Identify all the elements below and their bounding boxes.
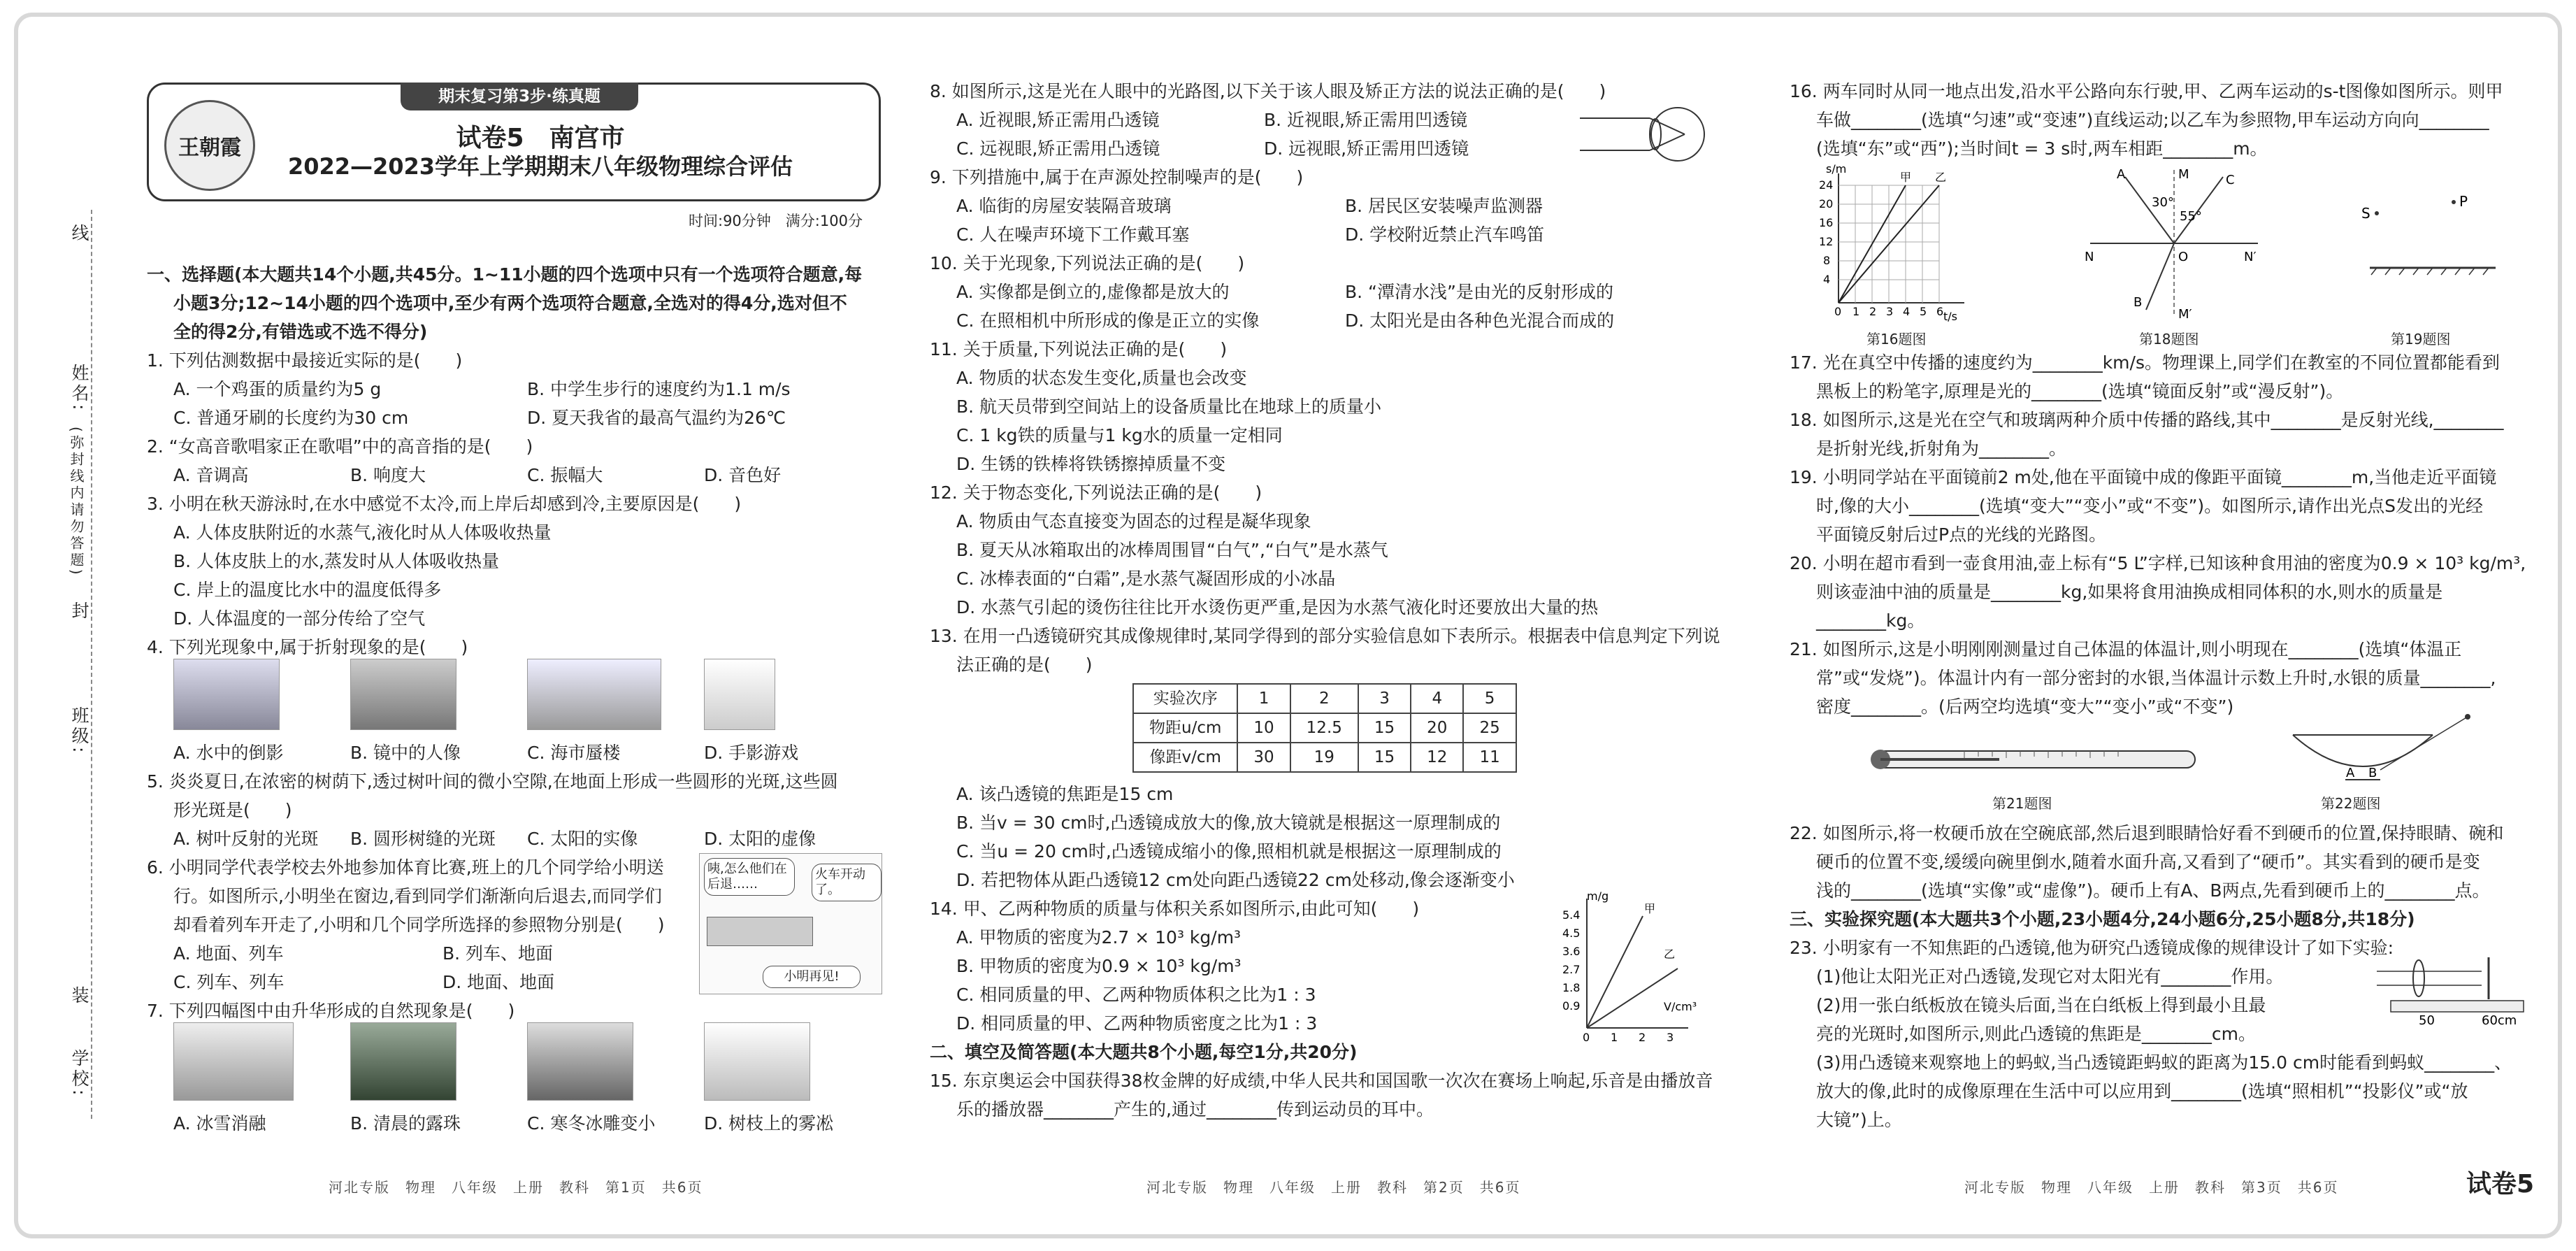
q7-option-a: A. 冰雪消融 xyxy=(173,1113,266,1134)
q8-option-b: B. 近视眼,矫正需用凹透镜 xyxy=(1264,110,1467,130)
q13-option-b: B. 当v = 30 cm时,凸透镜成放大的像,放大镜就是根据这一原理制成的 xyxy=(956,813,1501,833)
q16-xtick: 1 xyxy=(1852,305,1860,318)
q9-option-d: D. 学校附近禁止汽车鸣笛 xyxy=(1345,224,1545,245)
q16-xtick: 2 xyxy=(1869,305,1877,318)
name-label: 姓名: xyxy=(69,364,89,413)
table-cell: 3 xyxy=(1358,684,1411,713)
q16-ytick: 12 xyxy=(1819,235,1834,248)
q6-train-cartoon xyxy=(699,853,882,994)
table-cell: 1 xyxy=(1237,684,1290,713)
q16-graph-ylabel: s/m xyxy=(1826,163,1847,176)
q11-option-a: A. 物质的状态发生变化,质量也会改变 xyxy=(956,368,1247,388)
section-2-title: 二、填空及简答题(本大题共8个小题,每空1分,共20分) xyxy=(930,1042,1358,1062)
q3-option-c: C. 岸上的温度比水中的温度低得多 xyxy=(173,580,442,600)
q18-label: A xyxy=(2117,167,2126,182)
paper-subtitle: 2022—2023学年上学期期末八年级物理综合评估 xyxy=(287,153,793,180)
q7-rime-image xyxy=(704,1022,810,1101)
q19-label-p: P xyxy=(2459,193,2468,210)
q21-line-2: 常”或“发烧”)。体温计内有一部分密封的水银,当体温计示数上升时,水银的质量________, xyxy=(1816,668,2496,688)
q23-line-2: (1)他让太阳光正对凸透镜,发现它对太阳光有________作用。 xyxy=(1816,966,2284,987)
table-cell: 5 xyxy=(1463,684,1516,713)
q3-option-a: A. 人体皮肤附近的水蒸气,液化时从人体吸收热量 xyxy=(173,522,552,543)
section-1-instructions: 一、选择题(本大题共14个小题,共45分。1~11小题的四个选项中只有一个选项符合题意,每 xyxy=(147,264,863,285)
table-cell: 实验次序 xyxy=(1133,684,1237,713)
q7-option-c: C. 寒冬冰雕变小 xyxy=(527,1113,656,1134)
q4-mirror-image xyxy=(350,659,456,730)
q14-line-b xyxy=(1587,968,1678,1028)
q22-line-2: 硬币的位置不变,缓缓向碗里倒水,随着水面升高,又看到了“硬币”。其实看到的硬币是变 xyxy=(1816,852,2480,872)
q12-option-d: D. 水蒸气引起的烫伤往往比开水烫伤更严重,是因为水蒸气液化时还要放出大量的热 xyxy=(956,597,1599,617)
q22-line-1: 22. 如图所示,将一枚硬币放在空碗底部,然后退到眼睛恰好看不到硬币的位置,保持眼睛、碗和 xyxy=(1790,823,2504,843)
q9-option-a: A. 临街的房屋安装隔音玻璃 xyxy=(956,196,1172,216)
q20-line-2: 则该壶油中油的质量是________kg,如果将食用油换成相同体积的水,则水的质量是________kg。 xyxy=(1816,582,2443,631)
q8-eye-diagram xyxy=(1580,106,1720,163)
q6-stem-3: 却看着列车开走了,小明和几个同学所选择的参照物分别是( ) xyxy=(173,915,665,935)
q6-option-d: D. 地面、地面 xyxy=(442,972,555,992)
publisher-logo: 王朝霞 xyxy=(164,100,255,191)
q21-line-3: 密度________。(后两空均选填“变大”“变小”或“不变”) xyxy=(1816,696,2234,717)
column-1 xyxy=(147,260,881,1138)
q14-ytick: 5.4 xyxy=(1562,908,1581,922)
q6-option-a: A. 地面、列车 xyxy=(173,943,284,964)
table-cell: 30 xyxy=(1237,743,1290,772)
q14-mass-volume-graph xyxy=(1559,892,1699,1045)
q12-option-c: C. 冰棒表面的“白霜”,是水蒸气凝固形成的小冰晶 xyxy=(956,569,1336,589)
q15-line-1: 15. 东京奥运会中国获得38枚金牌的好成绩,中华人民共和国国歌一次次在赛场上响起,乐音是由播放音 xyxy=(930,1071,1713,1091)
q14-option-d: D. 相同质量的甲、乙两种物质密度之比为1 : 3 xyxy=(956,1013,1318,1034)
q22-line-3: 浅的________(选填“实像”或“虚像”)。硬币上有A、B两点,先看到硬币上的________点。 xyxy=(1816,880,2490,901)
q16-xtick: 6 xyxy=(1936,305,1944,318)
q10-option-b: B. “潭清水浅”是由光的反射形成的 xyxy=(1345,282,1613,302)
q18-label: M′ xyxy=(2178,307,2192,322)
table-cell: 20 xyxy=(1411,713,1463,743)
table-cell: 12 xyxy=(1411,743,1463,772)
q6-bubble-3: 小明再见! xyxy=(763,966,861,988)
q14-ytick: 4.5 xyxy=(1562,927,1581,940)
q5-stem-2: 形光斑是( ) xyxy=(173,800,292,820)
q16-xtick: 5 xyxy=(1920,305,1927,318)
q16-xtick: 4 xyxy=(1903,305,1911,318)
q7-option-b: B. 清晨的露珠 xyxy=(350,1113,461,1134)
school-label: 学校: xyxy=(69,1049,89,1099)
q7-snow-image xyxy=(173,1022,294,1101)
q9-option-b: B. 居民区安装噪声监测器 xyxy=(1345,196,1544,216)
section-1-instructions-2: 小题3分;12~14小题的四个选项中,至少有两个选项符合题意,全选对的得4分,选对但不 xyxy=(173,293,847,313)
q18-label: O xyxy=(2178,250,2189,264)
q23-tick-50: 50 xyxy=(2419,1013,2435,1027)
q8-option-d: D. 远视眼,矫正需用凹透镜 xyxy=(1264,138,1469,159)
q13-stem-2: 法正确的是( ) xyxy=(956,655,1093,675)
section-1-instructions-3: 全的得2分,有错选或不选不得分) xyxy=(173,322,428,342)
figures-21-22 xyxy=(1790,721,2538,819)
q1-option-d: D. 夏天我省的最高气温约为26℃ xyxy=(527,408,786,428)
q13-option-d: D. 若把物体从距凸透镜12 cm处向距凸透镜22 cm处移动,像会逐渐变小 xyxy=(956,870,1515,890)
q14-xtick: 2 xyxy=(1639,1031,1646,1044)
q16-ytick: 8 xyxy=(1823,254,1831,267)
figures-16-18-19 xyxy=(1790,163,2538,348)
q14-graph-ylabel: m/g xyxy=(1587,892,1609,903)
q16-line-2: 车做________(选填“匀速”或“变速”)直线运动;以乙车为参照物,甲车运动方向向________ xyxy=(1816,110,2489,130)
q16-ytick: 24 xyxy=(1819,178,1834,192)
q18-label: B xyxy=(2134,295,2143,310)
q18-label: M xyxy=(2178,167,2189,182)
q2-option-b: B. 响度大 xyxy=(350,465,426,485)
q7-ice-sculpture-image xyxy=(527,1022,633,1101)
q14-ytick: 1.8 xyxy=(1562,981,1581,994)
q13-option-c: C. 当u = 20 cm时,凸透镜成缩小的像,照相机就是根据这一原理制成的 xyxy=(956,841,1502,862)
q14-stem: 14. 甲、乙两种物质的质量与体积关系如图所示,由此可知( ) xyxy=(930,899,1420,919)
q14-ytick: 2.7 xyxy=(1562,963,1581,976)
q13-option-a: A. 该凸透镜的焦距是15 cm xyxy=(956,784,1174,804)
q14-option-b: B. 甲物质的密度为0.9 × 10³ kg/m³ xyxy=(956,956,1242,976)
q21-thermometer xyxy=(1859,738,2209,780)
q16-label-a: 甲 xyxy=(1900,171,1912,184)
q15-line-2: 乐的播放器________产生的,通过________传到运动员的耳中。 xyxy=(956,1099,1434,1120)
q8-stem: 8. 如图所示,这是光在人眼中的光路图,以下关于该人眼及矫正方法的说法正确的是( ) xyxy=(930,81,1606,101)
seal-mark: 封 xyxy=(69,601,89,622)
column-2 xyxy=(930,77,1734,1124)
q14-xtick: 1 xyxy=(1611,1031,1618,1044)
q18-caption: 第18题图 xyxy=(2139,331,2199,348)
q10-stem: 10. 关于光现象,下列说法正确的是( ) xyxy=(930,253,1245,273)
table-cell: 12.5 xyxy=(1290,713,1358,743)
table-row xyxy=(1133,743,1516,772)
q14-xtick: 3 xyxy=(1667,1031,1674,1044)
paper-title: 试卷5 南宫市 xyxy=(456,124,625,152)
q14-option-c: C. 相同质量的甲、乙两种物质体积之比为1 : 3 xyxy=(956,985,1316,1005)
q18-line-1: 18. 如图所示,这是光在空气和玻璃两种介质中传播的路线,其中________是反射光线,________ xyxy=(1790,410,2504,430)
q11-option-c: C. 1 kg铁的质量与1 kg水的质量一定相同 xyxy=(956,425,1283,445)
q2-option-c: C. 振幅大 xyxy=(527,465,603,485)
table-row xyxy=(1133,684,1516,713)
q1-option-a: A. 一个鸡蛋的质量约为5 g xyxy=(173,379,382,399)
q21-line-1: 21. 如图所示,这是小明刚刚测量过自己体温的体温计,则小明现在________(选填“体温正 xyxy=(1790,639,2462,659)
q9-option-c: C. 人在噪声环境下工作戴耳塞 xyxy=(956,224,1190,245)
q6-bubble-1: 咦,怎么他们在后退…… xyxy=(704,858,795,896)
q19-line-2: 时,像的大小________(选填“变大”“变小”或“不变”)。如图所示,请作出光点S发出的光经 xyxy=(1816,496,2483,516)
q6-bubble-2: 火车开动了。 xyxy=(812,864,882,901)
q21-caption: 第21题图 xyxy=(1992,795,2052,812)
q5-option-b: B. 圆形树缝的光斑 xyxy=(350,829,496,849)
footer-page-2: 河北专版 物理 八年级 上册 教科 第2页 共6页 xyxy=(1146,1179,1521,1196)
q10-option-a: A. 实像都是倒立的,虚像都是放大的 xyxy=(956,282,1230,302)
q4-stem: 4. 下列光现象中,属于折射现象的是( ) xyxy=(147,637,468,657)
q11-option-d: D. 生锈的铁棒将铁锈擦掉质量不变 xyxy=(956,454,1226,474)
table-cell: 15 xyxy=(1358,743,1411,772)
q19-caption: 第19题图 xyxy=(2391,331,2451,348)
q8-option-a: A. 近视眼,矫正需用凸透镜 xyxy=(956,110,1160,130)
q23-tick-60: 60cm xyxy=(2482,1013,2517,1027)
q3-stem: 3. 小明在秋天游泳时,在水中感觉不太冷,而上岸后却感到冷,主要原因是( ) xyxy=(147,494,742,514)
q11-stem: 11. 关于质量,下列说法正确的是( ) xyxy=(930,339,1228,359)
q16-line-1: 16. 两车同时从同一地点出发,沿水平公路向东行驶,甲、乙两车运动的s-t图像如图所示。则甲 xyxy=(1790,81,2503,101)
q4-mirage-image xyxy=(527,659,661,730)
q16-graph-xlabel: t/s xyxy=(1943,310,1957,323)
table-cell: 25 xyxy=(1463,713,1516,743)
q16-ytick: 16 xyxy=(1819,216,1834,229)
q16-ytick: 4 xyxy=(1823,273,1831,286)
table-cell: 2 xyxy=(1290,684,1358,713)
q1-option-c: C. 普通牙刷的长度约为30 cm xyxy=(173,408,409,428)
q12-stem: 12. 关于物态变化,下列说法正确的是( ) xyxy=(930,482,1262,503)
q14-ytick: 3.6 xyxy=(1562,945,1581,958)
table-cell: 像距v/cm xyxy=(1133,743,1237,772)
q18-label: 55° xyxy=(2180,209,2202,224)
q18-refraction-diagram xyxy=(2083,163,2265,324)
q7-dew-image xyxy=(350,1022,456,1101)
class-label: 班级: xyxy=(69,706,89,756)
binding-mark: 装 xyxy=(69,986,89,1006)
column-3 xyxy=(1790,77,2538,1134)
q6-stem: 6. 小明同学代表学校去外地参加体育比赛,班上的几个同学给小明送 xyxy=(147,857,664,878)
q19-mirror-diagram xyxy=(2349,163,2510,324)
q5-option-c: C. 太阳的实像 xyxy=(527,829,638,849)
table-cell: 4 xyxy=(1411,684,1463,713)
q17-line-2: 黑板上的粉笔字,原理是光的________(选填“镜面反射”或“漫反射”)。 xyxy=(1816,381,2344,401)
q10-option-c: C. 在照相机中所形成的像是正立的实像 xyxy=(956,310,1260,331)
q5-option-d: D. 太阳的虚像 xyxy=(704,829,816,849)
table-cell: 19 xyxy=(1290,743,1358,772)
table-row xyxy=(1133,713,1516,743)
q12-option-b: B. 夏天从冰箱取出的冰棒周围冒“白气”,“白气”是水蒸气 xyxy=(956,540,1388,560)
q16-caption: 第16题图 xyxy=(1866,331,1927,348)
seal-line-mark: 线 xyxy=(69,224,89,244)
paper-number-badge: 试卷5 xyxy=(2466,1170,2534,1199)
q14-graph-xlabel: V/cm³ xyxy=(1664,1000,1697,1013)
section-3-title: 三、实验探究题(本大题共3个小题,23小题4分,24小题6分,25小题8分,共18分) xyxy=(1790,909,2415,929)
q23-line-6: 放大的像,此时的成像原理在生活中可以应用到________(选填“照相机”“投影仪”或“放 xyxy=(1816,1081,2468,1101)
q22-label-b: B xyxy=(2368,766,2377,780)
table-cell: 11 xyxy=(1463,743,1516,772)
paper-header xyxy=(147,83,881,201)
q23-lens-diagram xyxy=(2377,950,2531,1027)
q18-label: N′ xyxy=(2244,250,2257,264)
review-tag: 期末复习第3步·练真题 xyxy=(401,83,638,110)
q4-option-d: D. 手影游戏 xyxy=(704,743,799,763)
q14-ytick: 0.9 xyxy=(1562,999,1581,1013)
q16-label-b: 乙 xyxy=(1935,171,1947,184)
q22-bowl-diagram xyxy=(2279,714,2475,791)
q16-st-graph xyxy=(1811,163,1971,324)
table-cell: 15 xyxy=(1358,713,1411,743)
q17-line-1: 17. 光在真空中传播的速度约为________km/s。物理课上,同学们在教室的不同位置都能看到 xyxy=(1790,352,2500,373)
q1-stem: 1. 下列估测数据中最接近实际的是( ) xyxy=(147,350,463,371)
q6-train-icon xyxy=(707,917,813,946)
time-and-score: 时间:90分钟 满分:100分 xyxy=(689,213,863,229)
q14-option-a: A. 甲物质的密度为2.7 × 10³ kg/m³ xyxy=(956,927,1242,948)
q14-label-b: 乙 xyxy=(1664,948,1676,961)
q12-option-a: A. 物质由气态直接变为固态的过程是凝华现象 xyxy=(956,511,1311,531)
q14-line-a xyxy=(1587,916,1643,1028)
q4-shadow-image xyxy=(704,659,775,730)
q19-line-3: 平面镜反射后过P点的光线的光路图。 xyxy=(1816,524,2107,545)
q2-option-a: A. 音调高 xyxy=(173,465,249,485)
q18-label: N xyxy=(2085,250,2094,264)
q6-option-b: B. 列车、地面 xyxy=(442,943,554,964)
q19-line-1: 19. 小明同学站在平面镜前2 m处,他在平面镜中成的像距平面镜________m,当他走近平面镜 xyxy=(1790,467,2497,487)
q3-option-b: B. 人体皮肤上的水,蒸发时从人体吸收热量 xyxy=(173,551,499,571)
q1-option-b: B. 中学生步行的速度约为1.1 m/s xyxy=(527,379,791,399)
q4-option-a: A. 水中的倒影 xyxy=(173,743,284,763)
q6-option-c: C. 列车、列车 xyxy=(173,972,285,992)
q19-label-s: S xyxy=(2361,205,2370,222)
q16-ytick: 20 xyxy=(1819,197,1834,210)
footer-page-1: 河北专版 物理 八年级 上册 教科 第1页 共6页 xyxy=(329,1179,703,1196)
q14-label-a: 甲 xyxy=(1644,902,1656,915)
q13-data-table xyxy=(1132,683,1517,773)
q23-line-4: 亮的光斑时,如图所示,则此凸透镜的焦距是________cm。 xyxy=(1816,1024,2256,1044)
q16-xtick: 0 xyxy=(1834,305,1842,318)
q5-option-a: A. 树叶反射的光斑 xyxy=(173,829,319,849)
q2-stem: 2. “女高音歌唱家正在歌唱”中的高音指的是( ) xyxy=(147,436,533,457)
q23-line-5: (3)用凸透镜来观察地上的蚂蚁,当凸透镜距蚂蚁的距离为15.0 cm时能看到蚂蚁________、 xyxy=(1816,1052,2512,1073)
q3-option-d: D. 人体温度的一部分传给了空气 xyxy=(173,608,426,629)
q4-option-b: B. 镜中的人像 xyxy=(350,743,461,763)
q23-line-7: 大镜”)上。 xyxy=(1816,1110,1902,1130)
q23-line-1: 23. 小明家有一不知焦距的凸透镜,他为研究凸透镜成像的规律设计了如下实验: xyxy=(1790,938,2394,958)
q7-option-d: D. 树枝上的雾凇 xyxy=(704,1113,834,1134)
binding-line xyxy=(91,210,92,1119)
table-cell: 物距u/cm xyxy=(1133,713,1237,743)
q2-option-d: D. 音色好 xyxy=(704,465,782,485)
q10-option-d: D. 太阳光是由各种色光混合而成的 xyxy=(1345,310,1615,331)
q4-option-c: C. 海市蜃楼 xyxy=(527,743,621,763)
table-cell: 10 xyxy=(1237,713,1290,743)
q18-line-2: 是折射光线,折射角为________。 xyxy=(1816,438,2066,459)
q11-option-b: B. 航天员带到空间站上的设备质量比在地球上的质量小 xyxy=(956,396,1382,417)
q9-stem: 9. 下列措施中,属于在声源处控制噪声的是( ) xyxy=(930,167,1304,187)
q8-option-c: C. 远视眼,矫正需用凸透镜 xyxy=(956,138,1160,159)
footer-page-3: 河北专版 物理 八年级 上册 教科 第3页 共6页 xyxy=(1964,1179,2339,1196)
q4-bridge-image xyxy=(173,659,280,730)
q5-stem: 5. 炎炎夏日,在浓密的树荫下,透过树叶间的微小空隙,在地面上形成一些圆形的光斑,这些圆 xyxy=(147,771,838,792)
q7-stem: 7. 下列四幅图中由升华形成的自然现象是( ) xyxy=(147,1001,515,1021)
q22-caption: 第22题图 xyxy=(2321,795,2381,812)
q18-label: C xyxy=(2226,173,2235,187)
q20-line-1: 20. 小明在超市看到一壶食用油,壶上标有“5 L”字样,已知该种食用油的密度为0.9 × 10³ kg/m³, xyxy=(1790,553,2526,573)
q23-line-3: (2)用一张白纸板放在镜头后面,当在白纸板上得到最小且最 xyxy=(1816,995,2266,1015)
q6-stem-2: 行。如图所示,小明坐在窗边,看到同学们渐渐向后退去,而同学们 xyxy=(173,886,662,906)
q13-stem: 13. 在用一凸透镜研究其成像规律时,某同学得到的部分实验信息如下表所示。根据表中信息判定下列说 xyxy=(930,626,1720,646)
q22-label-a: A xyxy=(2346,766,2355,780)
q16-xtick: 3 xyxy=(1886,305,1894,318)
q18-label: 30° xyxy=(2152,195,2174,210)
binding-note: (弥封线内请勿答题) xyxy=(68,427,85,578)
q16-line-3: (选填“东”或“西”);当时间t = 3 s时,两车相距________m。 xyxy=(1816,138,2268,159)
q14-xtick: 0 xyxy=(1583,1031,1590,1044)
